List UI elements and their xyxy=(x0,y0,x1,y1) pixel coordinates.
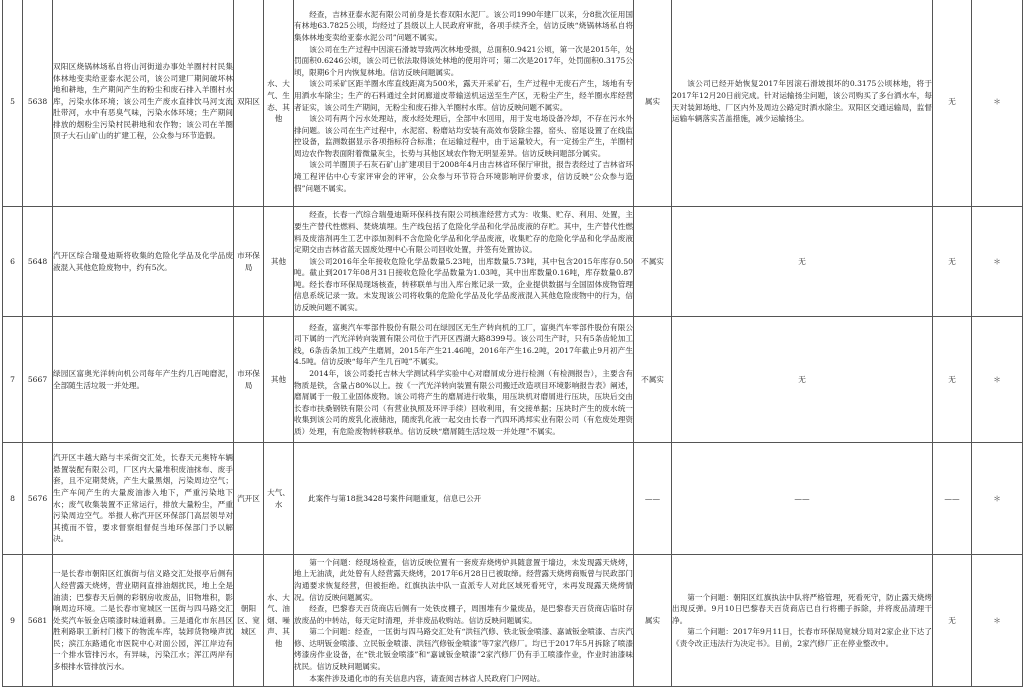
handling-result: 第一个问题：朝阳区红旗执法中队将严格管理，死看死守，防止露天烧烤出现反弹。9月10日巴黎春天百货商店已自行将棚子拆除，并将废品清理干净。 第二个问题：2017年9月11日，长春市环保局宽城分局对2家企业下达了《责令改正违法行为决定书》。目前，2家汽修厂正在停业整改中。 xyxy=(672,555,933,687)
table-row xyxy=(3,0,1023,207)
complaint-text: 双阳区烧锅林场私自将山河街道办事处羊圈村村民集体林地变卖给亚泰水泥公司，该公司建厂期间破坏林地和耕地，生产期间产生的粉尘和废石排入羊圈村水库，污染水体环境；该公司生产废水直排饮马河支流肚带河，水中有恶臭气味，污染水体环境；生产期间排放的烟粉尘污染村民耕地和农作物；该公司在羊圈顶子大石山矿山的扩建工程，公众参与环节造假。 xyxy=(53,0,234,207)
verdict: 不属实 xyxy=(634,317,672,443)
pollution-type: 水、大气、油烟、噪声、其他 xyxy=(264,555,294,687)
pollution-type: 其他 xyxy=(264,317,294,443)
verdict: 属实 xyxy=(634,555,672,687)
remark-mark: ＊ xyxy=(972,207,1023,317)
case-id: 5667 xyxy=(23,317,53,443)
row-number: 8 xyxy=(3,443,23,555)
district: 朝阳区、宽城区 xyxy=(234,555,264,687)
case-id: 5676 xyxy=(23,443,53,555)
investigation-text: 经查，吉林亚泰水泥有限公司前身是长春双阳水泥厂。该公司1990年建厂以来，分8批次征用国有林地63.7825公顷，均经过了县级以上人民政府审批，各项手续齐全，信访反映“烧锅林场私自将集体林地变卖给亚泰水泥公司”问题不属实。 该公司在生产过程中因滚石滑坡导致两次林地受损，总面积0.9421公顷，第一次是2015年，处罚面积0.6246公顷，该公司已依法取得该处林地的使用许可；第二次是2017年，处罚面积0.3175公顷，限期6个月内恢复林地。信访反映问题属实。 该公司采矿区距羊圈水库直线距离为500米，露天开采矿石，生产过程中无废石产生，场地有专用洒水车除尘；生产的石料通过全封闭廊道皮带输送机运送至生产区，无粉尘产生，经羊圈水库经营者证实，该公司生产期间，无粉尘和废石排入羊圈村水库。信访反映问题不属实。 该公司有两个污水处理站，废水经处理后，全部中水回用，用于发电场设备冷却，不存在污水外排问题。该公司在生产过程中，水泥窑、粉磨站均安装有高效布袋除尘器，窑头、窑尾设置了在线监控设备，监测数据显示各项指标符合标准；在运输过程中，由于运量较大，有一定扬尘产生，羊圈村周边农作物表面附着微量灰尘，长势与其他区域农作物无明显差异。信访反映问题部分属实。 该公司羊圈顶子石灰石矿山扩建项目于2008年4月由吉林省环保厅审批，报告表经过了吉林省环境工程评估中心专家评审会的评审，公众参与环节符合环境影响评价要求，信访反映“公众参与造假”问题不属实。 xyxy=(294,0,634,207)
investigation-text: 经查，富奥汽车零部件股份有限公司在绿园区无生产转向机的工厂，富奥汽车零部件股份有限公司下属的一汽光洋转向装置有限公司位于汽开区西湖大路8399号。该公司生产时，只有5条齿轮加工线，6条齿条加工线产生磨屑，2015年产生21.46吨，2016年产生16.2吨，2017年截止9月初产生4.5吨。信访反映“每年产生几百吨”不属实。 2014年，该公司委托吉林大学测试科学实验中心对磨屑成分进行检测（有检测报告），主要含有物质是铁，含量占80%以上。按《一汽光洋转向装置有限公司搬迁改造项目环境影响报告表》阐述，磨屑属于一般工业固体废物。该公司将产生的磨屑进行收集，用压块机对磨屑进行压块，压块后交由长春市扶桑钢铁有限公司（有营业执照及环评手续）回收利用，有交接单据；压块时产生的废水统一收集到该公司的废乳化液储池，随废乳化液一起交由长春一汽四环鸿邦实业有限公司（有危废处理资质）处理，有危险废物转移联单。信访反映“磨屑随生活垃圾一并处理”不属实。 xyxy=(294,317,634,443)
accountability: 无 xyxy=(933,555,972,687)
investigation-text: 此案件与第18批3428号案件问题重复，信息已公开 xyxy=(294,443,634,555)
verdict: —— xyxy=(634,443,672,555)
case-id: 5681 xyxy=(23,555,53,687)
remark-mark: ＊ xyxy=(972,443,1023,555)
complaint-text: 一是长春市朝阳区红旗街与信义路交汇处报亭后侧有人经营露天烧烤，营业期间直排油烟扰民，地上全是油渍；巴黎春天后侧的彩钢房收废品，旧物堆积，影响周边环境。二是长春市宽城区一匡街与四马路交汇处奖汽车钣金店喷漆时味道刺鼻。三是通化市东昌区胜利路职工新村门楼下的物流车库，装卸货物噪声扰民；滨江东路通化市医院中心对面公园，浑江岸边有一个排水管排污水，有异味，污染江水；浑江两岸有多根排水管排放污水。 xyxy=(53,555,234,687)
row-number: 7 xyxy=(3,317,23,443)
pollution-type: 水、大气、生态、其他 xyxy=(264,0,294,207)
complaint-text: 汽开区丰越大路与丰采街交汇处，长春天元奥特车辆悬置装配有限公司，厂区内大量堆积废油抹布、废手套，且不定期焚烧，产生大量黑烟，污染周边空气；生产车间产生的大量废油渗入地下，严重污染地下水；废气收集装置不正常运行，排放大量粉尘，严重污染周边空气。举报人称汽开区环保部门高层领导对其揽而不管，要求督察组督促当地环保部门予以解决。 xyxy=(53,443,234,555)
accountability: 无 xyxy=(933,317,972,443)
investigation-text: 经查，长春一汽综合瑞曼迪斯环保科技有限公司核准经营方式为：收集、贮存、利用、处置，主要生产替代性燃料、焚烧填埋。生产线包括了危险化学品和化学品废液的存贮。其中，生产替代性燃料及废溶剂再生工艺中添加剂料不含危险化学品和化学品废液，收集贮存的危险化学品和化学品废液定期交由吉林省蓝天固废处理中心有限公司回收处置，并签有处置协议。 该公司2016年全年接收危险化学品数量5.23吨，出库数量5.73吨，其中包含2015年库存0.50吨。截止到2017年08月31日接收危险化学品数量为1.03吨，其中出库数量0.16吨，库存数量0.87吨。经长春市环保局现场核查，转移联单与出入库台账记录一致，企业提供数据与全国固体废物管理信息系统记录一致。未发现该公司将收集的危险化学品及化学品废液混入其他危险废物中的行为，信访反映问题不属实。 xyxy=(294,207,634,317)
investigation-text: 第一个问题：经现场检查，信访反映位置有一套废弃烧烤炉具随意置于墙边，未发现露天烧烤，地上无油渍，此处曾有人经营露天烧烤，2017年6月28日已被取缔。经营露天烧烤商贩曾与民政部门沟通要求恢复经营，但被拒绝。红旗执法中队一直派专人对此区域死看死守，未再发现露天烧烤情况。信访反映问题属实。 经查，巴黎春天百货商店后侧有一处铁皮棚子，周围堆有少量废品，是巴黎春天百货商店临时存放废品的中转站，每天定时清理，并非废品收购站。信访反映问题属实。 第二个问题：经查，一匡街与四马路交汇处有“洪钰汽修、铁北钣金喷漆、嘉诚钣金喷漆、吉庆汽修、达明钣金喷漆、立民钣金喷漆、洪钰汽修钣金喷漆”等7家汽修厂。均已于2017年5月拆除了喷漆烤漆房作业设备，在“铁北钣金喷漆”和“嘉诚钣金喷漆”2家汽修厂仍有手工喷漆作业，作业时油漆味扰民。信访反映问题属实。 本案件涉及通化市的有关信息内容，请查阅吉林省人民政府门户网站。 xyxy=(294,555,634,687)
remark-mark: ＊ xyxy=(972,0,1023,207)
complaint-text: 汽开区综合瑞曼迪斯将收集的危险化学品及化学品废液混入其他危险废物中，约有5次。 xyxy=(53,207,234,317)
district: 市环保局 xyxy=(234,317,264,443)
remark-mark: ＊ xyxy=(972,317,1023,443)
petition-table xyxy=(2,0,1023,687)
accountability: 无 xyxy=(933,0,972,207)
case-id: 5648 xyxy=(23,207,53,317)
handling-result: 无 xyxy=(672,207,933,317)
district: 汽开区 xyxy=(234,443,264,555)
pollution-type: 其他 xyxy=(264,207,294,317)
row-number: 6 xyxy=(3,207,23,317)
table-row xyxy=(3,555,1023,687)
row-number: 9 xyxy=(3,555,23,687)
accountability: 无 xyxy=(933,207,972,317)
verdict: 不属实 xyxy=(634,207,672,317)
remark-mark: ＊ xyxy=(972,555,1023,687)
case-id: 5638 xyxy=(23,0,53,207)
table-row xyxy=(3,207,1023,317)
verdict: 属实 xyxy=(634,0,672,207)
handling-result: —— xyxy=(672,443,933,555)
table-row xyxy=(3,443,1023,555)
district: 双阳区 xyxy=(234,0,264,207)
row-number: 5 xyxy=(3,0,23,207)
handling-result: 无 xyxy=(672,317,933,443)
complaint-text: 绿园区富奥光洋转向机公司每年产生约几百吨磨泥，全部随生活垃圾一并处理。 xyxy=(53,317,234,443)
handling-result: 该公司已经开始恢复2017年因滚石滑坡损坏的0.3175公顷林地，将于2017年12月20日前完成。针对运输扬尘问题，该公司购买了多台洒水车，每天对装卸场地、厂区内外及周边公路定时洒水除尘。双阳区交通运输局，监督运输车辆落实苫盖措施，减少运输扬尘。 xyxy=(672,0,933,207)
accountability: —— xyxy=(933,443,972,555)
pollution-type: 大气、水 xyxy=(264,443,294,555)
district: 市环保局 xyxy=(234,207,264,317)
table-row xyxy=(3,317,1023,443)
